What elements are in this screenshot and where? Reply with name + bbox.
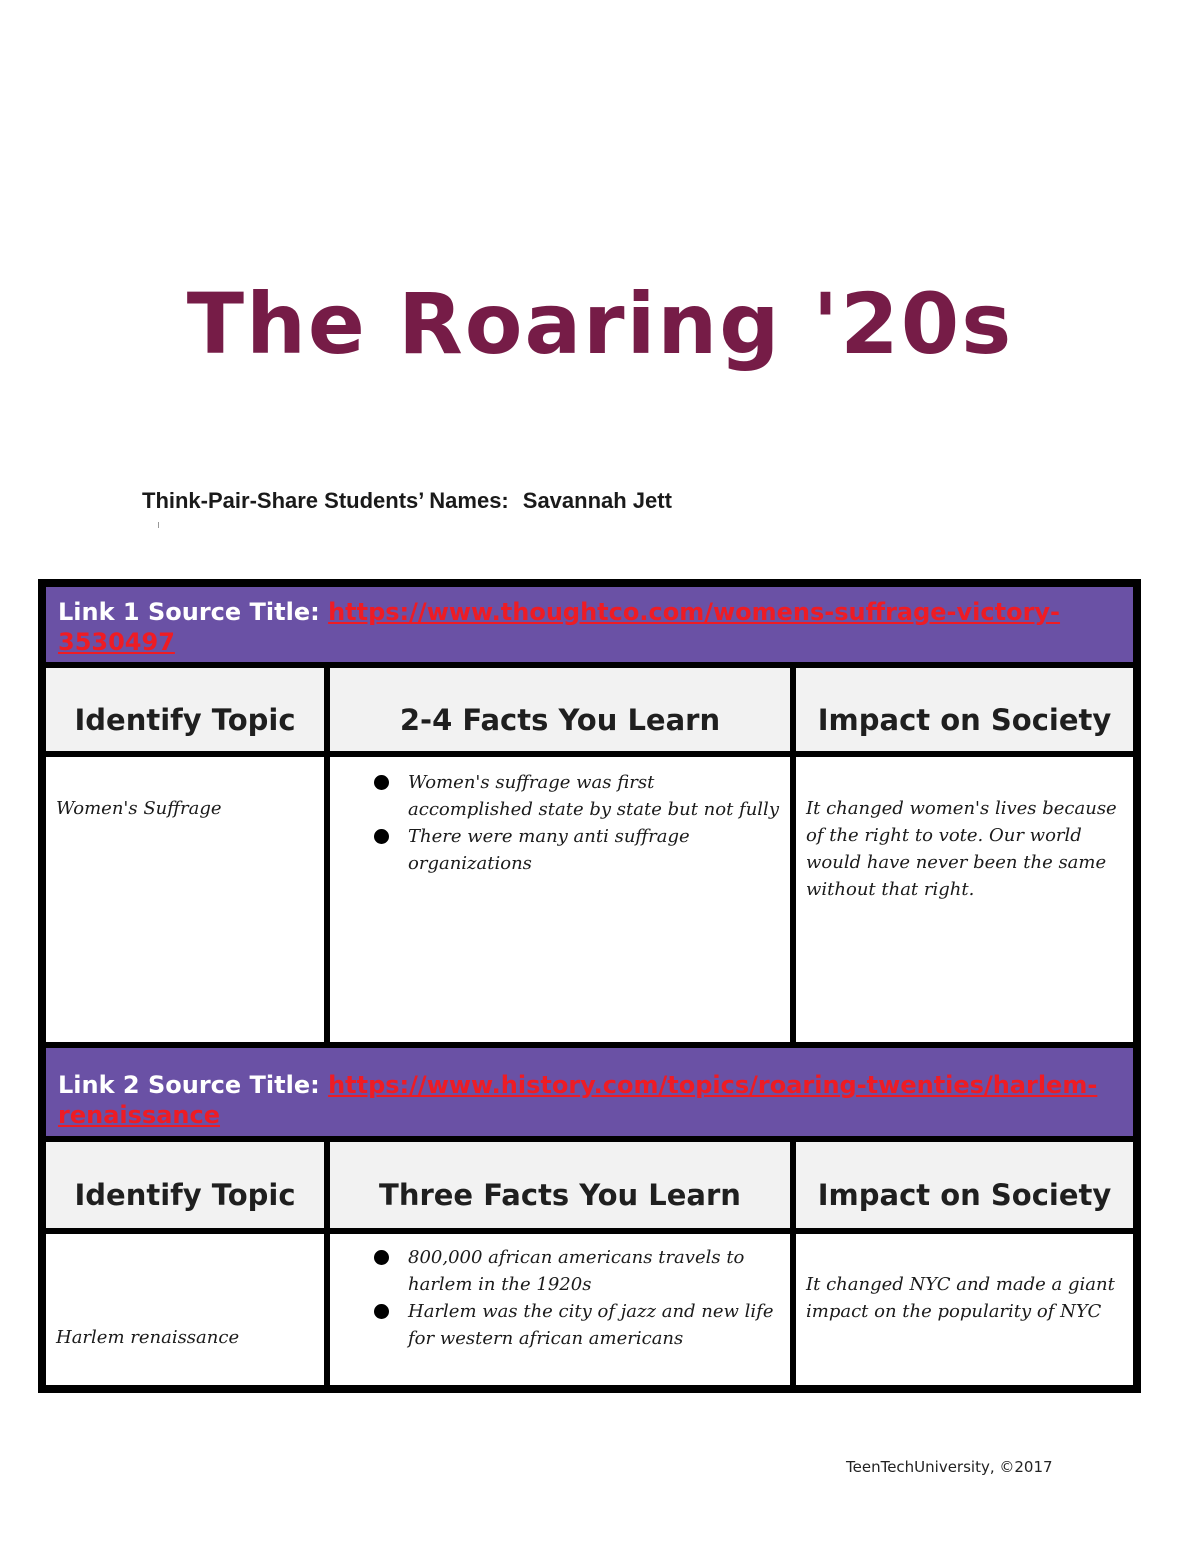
header-impact-2: Impact on Society bbox=[796, 1142, 1133, 1228]
facts-cell-1 bbox=[330, 757, 790, 1042]
list-item: Women's suffrage was first accomplished state by state but not fully bbox=[330, 769, 790, 823]
page-title: The Roaring '20s bbox=[186, 275, 1014, 373]
source-row-1 bbox=[46, 587, 1133, 662]
topic-cell-1 bbox=[46, 757, 324, 1042]
facts-cell-2 bbox=[330, 1234, 790, 1385]
bullet-icon bbox=[374, 775, 389, 790]
impact-cell-1 bbox=[796, 757, 1133, 1042]
header-impact-1: Impact on Society bbox=[796, 668, 1133, 751]
header-identify-topic-1: Identify Topic bbox=[46, 668, 324, 751]
impact-text-2: It changed NYC and made a giant impact on the popularity of NYC bbox=[806, 1274, 1115, 1322]
bullet-icon bbox=[374, 829, 389, 844]
bullet-icon bbox=[374, 1304, 389, 1319]
header-facts-1: 2-4 Facts You Learn bbox=[330, 668, 790, 751]
stray-mark bbox=[158, 522, 159, 528]
copyright-footer: TeenTechUniversity, ©2017 bbox=[846, 1458, 1053, 1476]
impact-cell-2 bbox=[796, 1234, 1133, 1385]
list-item: 800,000 african americans travels to harlem in the 1920s bbox=[330, 1244, 790, 1298]
students-label: Think-Pair-Share Students’ Names: bbox=[142, 488, 509, 513]
students-names-line bbox=[142, 488, 672, 514]
header-identify-topic-2: Identify Topic bbox=[46, 1142, 324, 1228]
topic-text-1: Women's Suffrage bbox=[56, 798, 222, 819]
list-item: There were many anti suffrage organizations bbox=[330, 823, 790, 877]
source-label-1: Link 1 Source Title: bbox=[58, 598, 320, 626]
source-link-2[interactable]: https://www.history.com/topics/roaring-twenties/harlem-renaissance bbox=[58, 1071, 1098, 1129]
facts-list-1 bbox=[330, 769, 790, 877]
bullet-icon bbox=[374, 1250, 389, 1265]
impact-text-1: It changed women's lives because of the right to vote. Our world would have never been the same without that right. bbox=[806, 798, 1117, 900]
topic-text-2: Harlem renaissance bbox=[56, 1327, 240, 1348]
organizer-table bbox=[38, 579, 1141, 1393]
source-link-1[interactable]: https://www.thoughtco.com/womens-suffrage-victory-3530497 bbox=[58, 598, 1061, 656]
students-names: Savannah Jett bbox=[522, 488, 672, 513]
source-row-2 bbox=[46, 1048, 1133, 1136]
facts-list-2 bbox=[330, 1244, 790, 1352]
source-label-2: Link 2 Source Title: bbox=[58, 1071, 320, 1099]
topic-cell-2 bbox=[46, 1234, 324, 1385]
header-facts-2: Three Facts You Learn bbox=[330, 1142, 790, 1228]
list-item: Harlem was the city of jazz and new life for western african americans bbox=[330, 1298, 790, 1352]
